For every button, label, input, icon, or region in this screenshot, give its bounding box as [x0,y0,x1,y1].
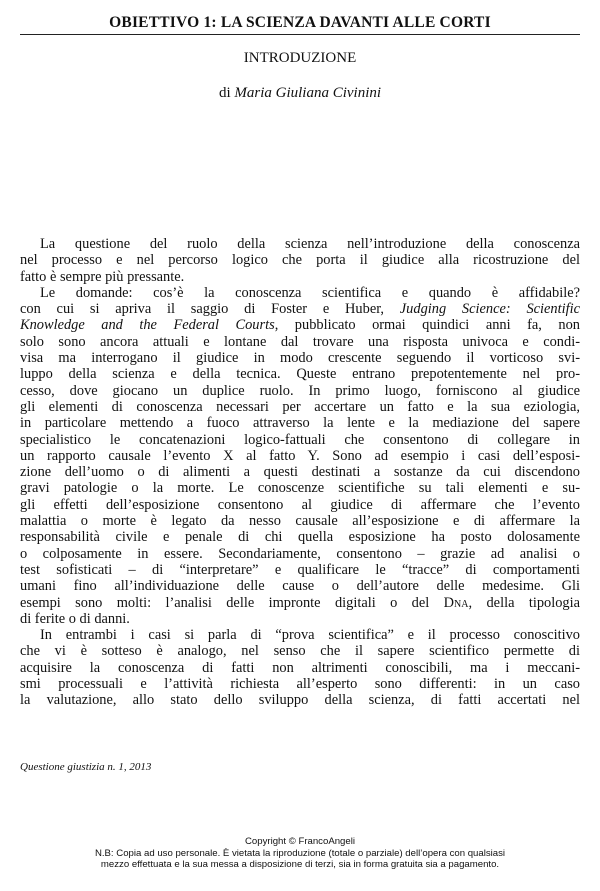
text-segment: esempi sono molti: l’analisi delle impronte digitali o del [20,594,444,611]
text-line: che vi è sotteso è analogo, nel senso che il sapere scientifico permette di [20,643,580,660]
text-line: in particolare mettendo a fuoco attraverso la lente e la mediazione del sapere [20,415,580,432]
text-line: umani fino all’individuazione delle cause o dell’autore delle medesime. Gli [20,578,580,595]
text-line [20,595,580,611]
text-segment: con cui si apriva il saggio di Foster e Huber, [20,301,400,318]
article-body [20,236,580,709]
book-title-segment: Judging Science: Scientific [399,301,580,318]
book-title-segment: Knowledge and the Federal Courts [20,317,275,334]
author-name: Maria Giuliana Civinini [234,85,382,101]
dna-abbreviation: Dna [443,594,469,611]
text-line: o colposamente in essere. Secondariamente, consentono – grazie ad analisi o [20,545,580,562]
text-line: smi processuali e l’attività richiesta all’esperto sono differenti: in un caso [20,676,580,693]
text-line: specialistico le concatenazioni logico-fattuali che consentono di collegare in [20,431,580,448]
chapter-heading: INTRODUZIONE [243,50,357,66]
text-line: zione dell’uomo o di alimenti a questi destinati a sostanze da cui discendono [20,464,580,481]
text-line: gli effetti dell’esposizione consentono al giudice di affermare che l’evento [20,496,580,513]
text-segment: , pubblicato ormai quindici anni fa, non [274,317,580,334]
text-line: responsabilità civile e penale di chi quella esposizione ha posto dolosamente [20,529,580,546]
text-line: malattia o morte è legato da nesso causale all’esposizione e di affermare la [20,513,580,530]
author-byline [20,83,580,103]
text-line: di ferite o di danni. [20,610,130,627]
text-line: Le domande: cos’è la conoscenza scientifica e quando è affidabile? [40,284,580,301]
usage-notice-line: N.B: Copia ad uso personale. È vietata la riproduzione (totale o parziale) dell’opera con qualsiasi [94,847,506,859]
title-divider [20,34,580,35]
section-title: OBIETTIVO 1: LA SCIENZA DAVANTI ALLE CORTI [109,14,491,31]
text-line: visa ma interrogano il giudice in modo crescente seguendo il vorticoso svi- [20,350,580,367]
text-line [20,317,580,333]
text-line: cesso, dove giocano un duplice ruolo. In primo luogo, forniscono al giudice [20,382,580,399]
text-line: un rapporto causale l’evento X al fatto Y. Sono ad esempio i casi dell’esposi- [20,447,580,464]
copyright-notice [0,836,600,871]
text-line: nel processo e nel percorso logico che porta il giudice alla ricostruzione del [20,252,580,269]
text-line: luppo della scienza e della tecnica. Queste entrano prepotentemente nel pro- [20,366,580,383]
text-line: acquisire la conoscenza di fatti non altrimenti conoscibili, ma i meccani- [20,659,580,676]
text-segment: , della tipologia [468,594,580,611]
journal-citation: Questione giustizia n. 1, 2013 [20,761,152,773]
text-line: La questione del ruolo della scienza nell’introduzione della conoscenza [40,236,580,252]
copyright-line: Copyright © FrancoAngeli [245,836,355,847]
usage-notice-line: mezzo effettuata e la sua messa a disposizione di terzi, sia in forma gratuita sia a pagamento. [100,859,500,870]
text-line: gravi patologie o la morte. Le conoscenze scientifiche su tali elementi e su- [20,480,580,497]
text-line: test sofisticati – di “interpretare” e qualificare le “tracce” di comportamenti [20,561,580,578]
text-line: In entrambi i casi si parla di “prova scientifica” e il processo conoscitivo [40,627,580,644]
byline-prefix: di [218,85,231,101]
text-line: fatto è sempre più pressante. [20,268,185,285]
text-line: la valutazione, allo stato dello sviluppo della scienza, di fatti accertati nel [20,692,580,709]
text-line: gli elementi di conoscenza necessari per accertare un fatto e la sua eziologia, [20,398,580,415]
text-line: solo sono ancora attuali e lontane dal trovare una risposta univoca e condi- [20,333,580,350]
text-line [20,301,580,317]
